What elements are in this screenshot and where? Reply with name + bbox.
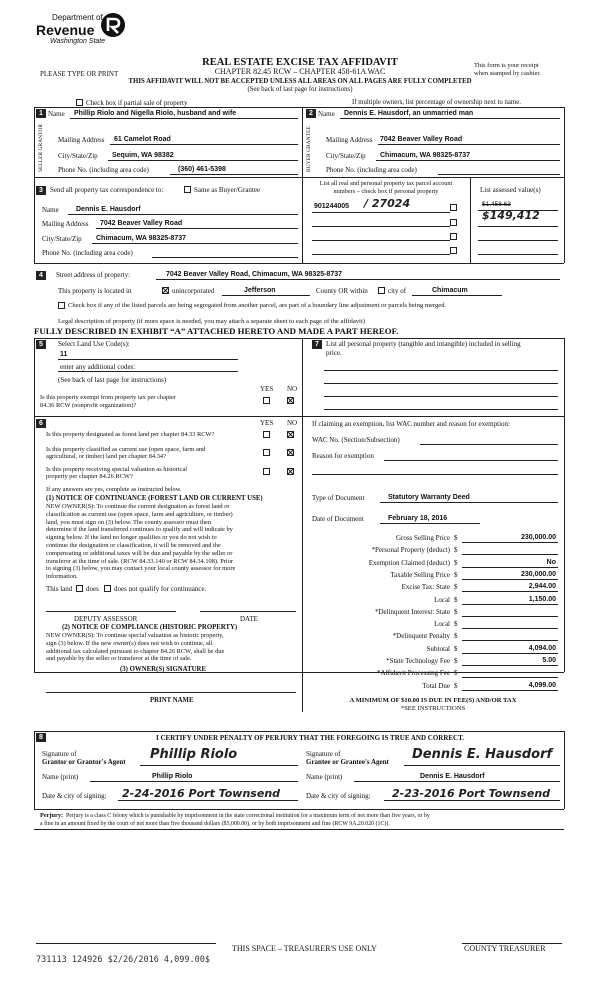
- calc-row-label: *Personal Property (deduct): [371, 546, 450, 555]
- document-type-label: Type of Document: [312, 494, 365, 502]
- calc-row-value[interactable]: 2,944.00: [528, 583, 556, 591]
- calc-row-label: Local: [434, 595, 450, 604]
- additional-codes-label: enter any additional codes:: [60, 363, 136, 371]
- assessed-value-struck: $1,458.63: [482, 201, 511, 208]
- document-date-label: Date of Document: [312, 515, 364, 523]
- compliance-text-line: and payable by the seller or transferor at the time of sale.: [46, 655, 192, 663]
- perjury-label: Perjury:: [40, 812, 64, 819]
- calc-row-value[interactable]: No: [546, 558, 556, 566]
- same-as-buyer-checkbox[interactable]: [184, 186, 191, 193]
- deputy-date-label: DATE: [240, 615, 258, 623]
- complete-warning: THIS AFFIDAVIT WILL NOT BE ACCEPTED UNLESS ALL AREAS ON ALL PAGES ARE FULLY COMPLETED: [128, 78, 472, 85]
- calc-row-label: *Affidavit Processing Fee: [377, 669, 450, 678]
- continuance-text-line: classification as current use (open space, farm and agriculture, or timber): [46, 510, 233, 518]
- property-city[interactable]: Chimacum: [432, 287, 468, 294]
- calc-row-currency: $: [454, 669, 458, 678]
- historic-yes-checkbox[interactable]: [263, 468, 270, 475]
- owner-signature-label: (3) OWNER(S) SIGNATURE: [120, 666, 206, 673]
- seller-city[interactable]: Sequim, WA 98382: [112, 152, 174, 159]
- historic-no-checkbox[interactable]: [287, 468, 294, 475]
- segregated-checkbox[interactable]: [58, 302, 65, 309]
- this-land-label: This land: [46, 585, 73, 593]
- calc-row-value[interactable]: 1,150.00: [528, 595, 556, 603]
- historic-question-2: property per chapter 84.26 RCW?: [46, 473, 133, 480]
- does-qualify-checkbox[interactable]: [76, 585, 83, 592]
- segregated-label: Check box if any of the listed parcels are being segregated from another parcel, are part of a boundary line adjustment or parcels being merged.: [68, 302, 447, 309]
- seller-city-label: City/State/Zip: [58, 152, 98, 160]
- county-or-within-label: County OR within: [316, 287, 368, 295]
- grantee-signature[interactable]: Dennis E. Hausdorf: [412, 747, 553, 762]
- forest-no-checkbox[interactable]: [287, 431, 294, 438]
- parcel-3-personal-checkbox[interactable]: [450, 233, 457, 240]
- receipt-line1: This form is your receipt: [474, 62, 539, 69]
- print-name-label: PRINT NAME: [150, 697, 194, 704]
- parcel-number[interactable]: 901244005: [314, 203, 350, 210]
- exemption-claim-label: If claiming an exemption, list WAC number and reason for exemption:: [312, 420, 510, 428]
- taxpayer-mailing-label: Mailing Address: [42, 220, 89, 228]
- wac-number-label: WAC No. (Section/Subsection): [312, 436, 400, 444]
- grantee-name-print-label: Name (print): [306, 773, 343, 781]
- grantor-signature-of-label: Signature of: [42, 750, 77, 758]
- does-label: does: [86, 585, 99, 593]
- continuance-text-line: determine if the land transferred continues to qualify and will indicate by: [46, 526, 233, 534]
- unincorporated-checkbox[interactable]: [162, 287, 169, 294]
- buyer-side-label: BUYER GRANTEE: [306, 126, 312, 172]
- grantee-date-city-label: Date & city of signing:: [306, 792, 371, 800]
- personal-property-label-1: List all personal property (tangible and intangible) included in selling: [326, 340, 521, 348]
- continuance-text-line: transferor at the time of sale. (RCW 84.33.140 or RCW 84.34.108). Prior: [46, 557, 234, 565]
- buyer-city[interactable]: Chimacum, WA 98325-8737: [380, 152, 471, 159]
- seller-phone-label: Phone No. (including area code): [58, 166, 149, 174]
- seller-name-label: Name: [48, 110, 65, 118]
- calc-row-label: Gross Selling Price: [395, 534, 450, 542]
- taxpayer-name[interactable]: Dennis E. Hausdorf: [76, 206, 141, 213]
- section-1-number: 1: [36, 109, 46, 118]
- legal-description-exhibit: FULLY DESCRIBED IN EXHIBIT “A” ATTACHED HERETO AND MADE A PART HEREOF.: [34, 326, 399, 336]
- logo-washington: Washington State: [50, 38, 106, 45]
- calc-row-currency: $: [454, 607, 458, 616]
- exempt-no-checkbox[interactable]: [287, 397, 294, 404]
- taxpayer-city[interactable]: Chimacum, WA 98325-8737: [96, 235, 187, 242]
- seller-phone[interactable]: (360) 461-5398: [178, 166, 226, 173]
- form-chapter: CHAPTER 82.45 RCW – CHAPTER 458-61A WAC: [214, 67, 386, 76]
- taxpayer-city-label: City/State/Zip: [42, 235, 82, 243]
- please-type: PLEASE TYPE OR PRINT: [40, 70, 119, 78]
- section-2-number: 2: [306, 109, 316, 118]
- certification-heading: I CERTIFY UNDER PENALTY OF PERJURY THAT THE FOREGOING IS TRUE AND CORRECT.: [155, 734, 464, 742]
- logo-revenue: Revenue: [36, 22, 95, 38]
- form-title: REAL ESTATE EXCISE TAX AFFIDAVIT: [202, 57, 398, 68]
- calc-row-label: *State Technology Fee: [386, 657, 450, 665]
- calc-row-currency: $: [454, 534, 458, 542]
- buyer-city-label: City/State/Zip: [326, 152, 366, 160]
- historic-question-1: Is this property receiving special valuation as historical: [46, 466, 188, 473]
- calc-row-label: *Delinquent Interest: State: [374, 607, 450, 616]
- calc-row-value[interactable]: 4,094.00: [528, 644, 556, 652]
- continuance-text-line: information.: [46, 573, 78, 581]
- s6-yes-heading: YES: [260, 419, 274, 427]
- calc-row-currency: $: [454, 570, 458, 579]
- calc-row-currency: $: [454, 620, 458, 629]
- calc-row-currency: $: [454, 644, 458, 653]
- taxpayer-mailing[interactable]: 7042 Beaver Valley Road: [100, 220, 183, 227]
- seller-mailing[interactable]: 61 Camelot Road: [114, 136, 171, 143]
- exempt-yes-checkbox[interactable]: [263, 397, 270, 404]
- grantor-date-city-label: Date & city of signing:: [42, 792, 107, 800]
- land-use-yes-heading: YES: [260, 385, 274, 393]
- calc-row-value[interactable]: 230,000.00: [520, 534, 556, 541]
- does-not-qualify-label: does not qualify for continuance.: [114, 585, 207, 593]
- current-use-no-checkbox[interactable]: [287, 449, 294, 456]
- buyer-mailing[interactable]: 7042 Beaver Valley Road: [380, 136, 463, 143]
- parcel-heading-2: numbers – check box if personal property: [333, 188, 439, 195]
- notice-compliance-heading: (2) NOTICE OF COMPLIANCE (HISTORIC PROPERTY): [62, 624, 238, 631]
- continuance-text-line: to signing (3) below, you may contact your local county assessor for more: [46, 565, 236, 573]
- forest-land-question: Is this property designated as forest land per chapter 84.33 RCW?: [46, 431, 215, 438]
- land-use-no-heading: NO: [287, 385, 298, 393]
- s6-no-heading: NO: [287, 419, 298, 427]
- calc-row-currency: $: [454, 558, 458, 567]
- seller-name[interactable]: Phillip Riolo and Nigella Riolo, husband and wife: [74, 110, 237, 117]
- section-5-number: 5: [36, 340, 46, 349]
- city-of-label: city of: [388, 287, 407, 295]
- treasurer-use-label: THIS SPACE – TREASURER'S USE ONLY: [232, 944, 377, 953]
- see-instructions-note: *SEE INSTRUCTIONS: [400, 705, 466, 712]
- grantor-signature[interactable]: Phillip Riolo: [150, 747, 238, 762]
- buyer-mailing-label: Mailing Address: [326, 136, 373, 144]
- perjury-line-1: Perjury is a class C felony which is punishable by imprisonment in the state correctional institution for a maximum term of not more than five years, or by: [66, 813, 430, 819]
- notice-continuance-heading: (1) NOTICE OF CONTINUANCE (FOREST LAND OR CURRENT USE): [46, 495, 263, 502]
- continuance-text-line: compensating or additional taxes will be due and payable by the seller or: [46, 549, 233, 557]
- continuance-text-line: signing below. If the land no longer qualifies or you do not wish to: [46, 534, 217, 542]
- if-yes-instruction: If any answers are yes, complete as instructed below.: [46, 486, 182, 493]
- street-address-label: Street address of property:: [56, 271, 131, 279]
- land-use-see-back: (See back of last page for instructions): [58, 376, 167, 384]
- section-7-number: 7: [312, 340, 322, 349]
- calc-row-currency: $: [454, 632, 458, 641]
- section-6-number: 6: [36, 419, 46, 428]
- city-of-checkbox[interactable]: [378, 287, 385, 294]
- parcel-2-personal-checkbox[interactable]: [450, 219, 457, 226]
- logo-dept-of: Department of: [52, 13, 103, 22]
- calc-row-label: *Delinquent Penalty: [392, 632, 450, 641]
- unincorporated-label: unincorporated: [172, 287, 215, 295]
- property-street-address[interactable]: 7042 Beaver Valley Road, Chimacum, WA 98325-8737: [166, 271, 343, 278]
- legal-description-label: Legal description of property (if more space is needed, you may attach a separate sheet to each page of the affidavit): [58, 318, 365, 325]
- buyer-phone-label: Phone No. (including area code): [326, 166, 417, 174]
- grantor-name-print-label: Name (print): [42, 773, 79, 781]
- parcel-4-personal-checkbox[interactable]: [450, 247, 457, 254]
- grantor-agent-label: Grantor or Grantor's Agent: [42, 758, 126, 766]
- taxpayer-phone-label: Phone No. (including area code): [42, 249, 133, 257]
- land-use-label: Select Land Use Code(s):: [58, 340, 130, 348]
- exempt-question-2: 84.36 RCW (nonprofit organization)?: [40, 402, 137, 409]
- assessed-heading: List assessed value(s): [480, 186, 541, 194]
- section-4-number: 4: [36, 271, 46, 280]
- partial-sale-checkbox[interactable]: [76, 99, 83, 106]
- personal-property-label-2: price.: [326, 349, 342, 357]
- calc-row-currency: $: [454, 546, 458, 555]
- partial-sale-label: Check box if partial sale of property: [86, 99, 188, 107]
- section-8-number: 8: [36, 733, 46, 742]
- grantee-date-city[interactable]: 2-23-2016 Port Townsend: [392, 787, 551, 800]
- calc-row-value[interactable]: 5.00: [542, 657, 556, 664]
- continuance-text-line: continue the designation or classification, it will be removed and the: [46, 542, 221, 549]
- compliance-text-line: sign (3) below. If the new owner(s) does not wish to continue, all: [46, 639, 213, 647]
- minimum-fee-note: A MINIMUM OF $10.00 IS DUE IN FEE(S) AND/OR TAX: [349, 697, 517, 704]
- calc-row-currency: $: [454, 583, 458, 592]
- continuance-text-line: land, you must sign on (3) below. The county assessor must then: [46, 518, 212, 526]
- buyer-name-label: Name: [318, 110, 335, 118]
- calc-row-label: Exemption Claimed (deduct): [368, 558, 450, 567]
- deputy-assessor-label: DEPUTY ASSESSOR: [74, 615, 138, 623]
- does-not-qualify-checkbox[interactable]: [104, 585, 111, 592]
- calc-row-value[interactable]: 4,099.00: [528, 681, 556, 689]
- located-in-label: This property is located in: [58, 287, 132, 295]
- land-use-code[interactable]: 11: [60, 351, 68, 358]
- county-treasurer-label: COUNTY TREASURER: [464, 944, 546, 953]
- current-use-yes-checkbox[interactable]: [263, 449, 270, 456]
- perjury-line-2: a fine in an amount fixed by the court of not more than five thousand dollars ($5,000.00), or by both imprisonment and fine (RCW 9A.20.020 (1C)).: [40, 821, 390, 827]
- see-instructions: (See back of last page for instructions): [247, 86, 353, 93]
- grantee-printed-name[interactable]: Dennis E. Hausdorf: [420, 773, 485, 780]
- calc-row-currency: $: [454, 681, 458, 690]
- compliance-text-line: NEW OWNER(S): To continue special valuation as historic property,: [46, 632, 224, 639]
- parcel-1-personal-checkbox[interactable]: [450, 204, 457, 211]
- grantor-printed-name[interactable]: Phillip Riolo: [152, 773, 193, 780]
- cashier-stamp: 731113 124926 $2/26/2016 4,099.00$: [36, 955, 210, 965]
- reason-exemption-label: Reason for exemption: [312, 452, 374, 460]
- grantor-date-city[interactable]: 2-24-2016 Port Townsend: [122, 787, 281, 800]
- seller-side-label: SELLER GRANTOR: [38, 123, 44, 172]
- seller-mailing-label: Mailing Address: [58, 136, 105, 144]
- taxpayer-name-label: Name: [42, 206, 59, 214]
- current-use-question-2: agricultural, or timber) land per chapter 84.34?: [46, 453, 166, 460]
- calc-row-label: Taxable Selling Price: [390, 570, 450, 579]
- compliance-text-line: additional tax calculated pursuant to chapter 84.26 RCW, shall be due: [46, 647, 225, 655]
- continuance-text-line: NEW OWNER(S): To continue the current designation as forest land or: [46, 503, 230, 510]
- county-name[interactable]: Jefferson: [244, 287, 276, 294]
- calc-row-label: Excise Tax: State: [401, 583, 450, 592]
- buyer-name[interactable]: Dennis E. Hausdorf, an unmarried man: [344, 110, 474, 117]
- revenue-emblem-icon: [100, 12, 126, 38]
- document-type[interactable]: Statutory Warranty Deed: [388, 494, 470, 501]
- calc-row-label: Local: [434, 620, 450, 629]
- grantee-agent-label: Grantee or Grantee's Agent: [306, 758, 389, 766]
- calc-row-label: Subtotal: [426, 644, 450, 653]
- parcel-number-handwritten: / 27024: [364, 197, 411, 210]
- receipt-line2: when stamped by cashier.: [474, 70, 541, 77]
- calc-row-value[interactable]: 230,000.00: [520, 570, 556, 578]
- calc-row-currency: $: [454, 595, 458, 604]
- same-as-buyer-label: Same as Buyer/Grantee: [194, 186, 261, 194]
- assessed-value-handwritten: $149,412: [482, 209, 540, 222]
- exempt-question-1: Is this property exempt from property tax per chapter: [40, 394, 176, 401]
- parcel-heading-1: List all real and personal property tax parcel account: [319, 180, 453, 187]
- department-logo: [34, 10, 134, 50]
- section-3-number: 3: [36, 186, 46, 195]
- forest-yes-checkbox[interactable]: [263, 431, 270, 438]
- document-date[interactable]: February 18, 2016: [388, 515, 448, 522]
- multiple-owners-note: If multiple owners, list percentage of ownership next to name.: [352, 99, 521, 106]
- calc-row-currency: $: [454, 657, 458, 665]
- grantee-signature-of-label: Signature of: [306, 750, 341, 758]
- calc-row-label: Total Due: [422, 681, 450, 690]
- send-correspondence-label: Send all property tax correspondence to:: [50, 186, 164, 194]
- current-use-question-1: Is this property classified as current use (open space, farm and: [46, 446, 206, 453]
